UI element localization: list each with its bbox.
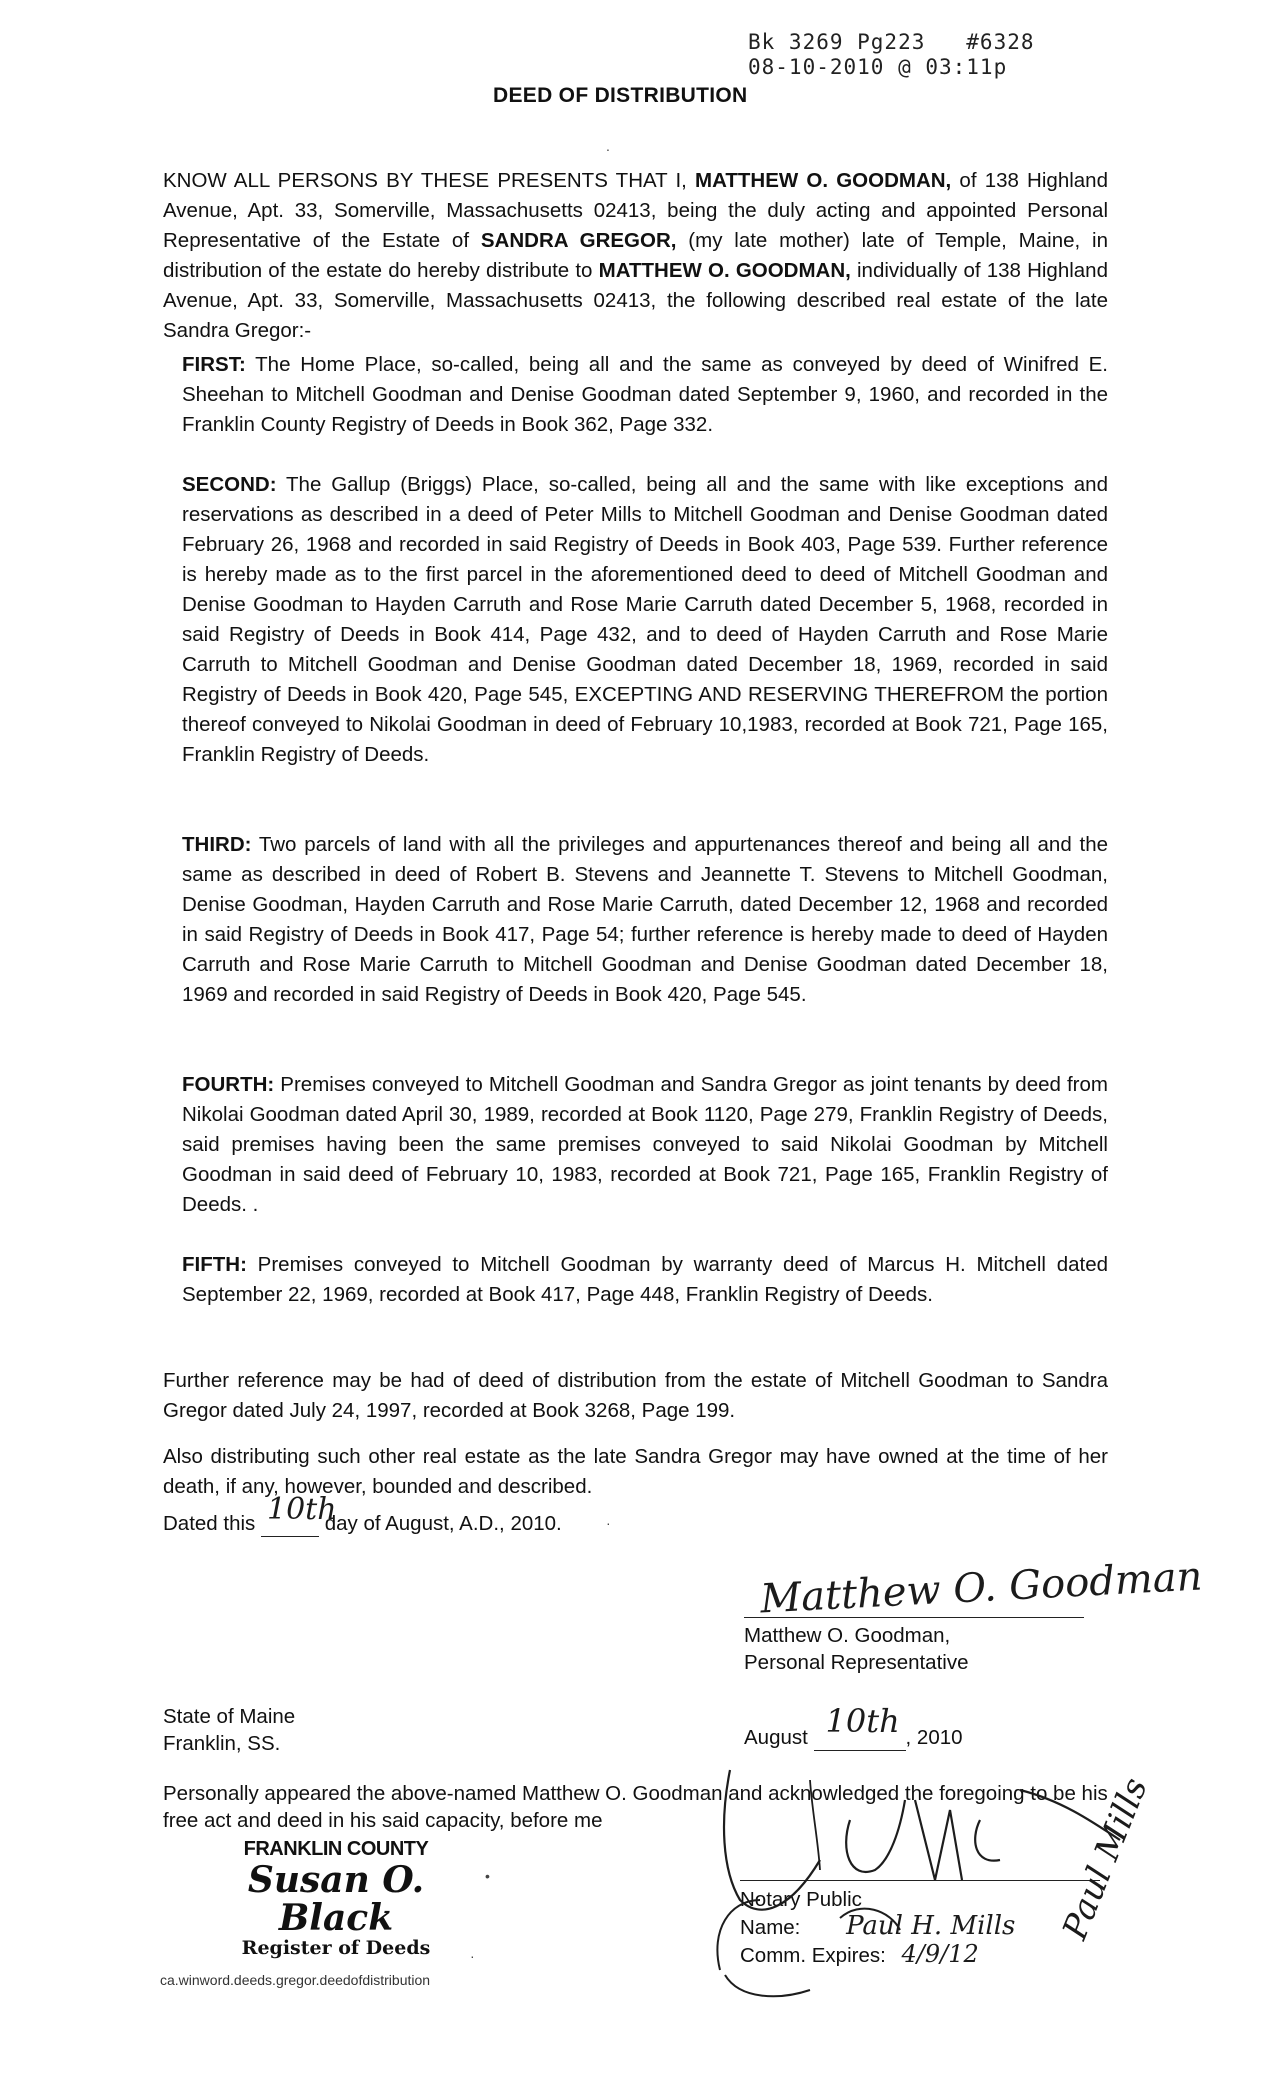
- notary-name-handwritten: Paul H. Mills: [846, 1911, 1016, 1941]
- parcel-fifth-lead: FIFTH:: [182, 1253, 247, 1276]
- acknowledgment-date: [744, 1702, 963, 1751]
- parcel-first-lead: FIRST:: [182, 353, 246, 376]
- stray-mark: ·: [470, 1948, 475, 1964]
- ack-month: August: [744, 1726, 814, 1749]
- notary-expires-label: Comm. Expires:: [740, 1944, 886, 1967]
- dated-suffix: day of August, A.D., 2010.: [319, 1512, 562, 1535]
- signature-line: [744, 1617, 1084, 1618]
- document-title: DEED OF DISTRIBUTION: [493, 84, 748, 107]
- stray-mark: •: [485, 1868, 490, 1884]
- parcel-third-lead: THIRD:: [182, 833, 252, 856]
- parcel-second: [182, 470, 1108, 770]
- stray-mark: .: [606, 138, 610, 154]
- registry-county: FRANKLIN COUNTY: [243, 1838, 429, 1860]
- registry-stamp: [196, 1838, 476, 1959]
- recording-stamp-book-page: Bk 3269 Pg223 #6328: [748, 30, 1035, 54]
- notary-signature-scrawl: [700, 1760, 1120, 2020]
- recording-stamp-datetime: 08-10-2010 @ 03:11p: [748, 55, 1008, 79]
- venue-state: State of Maine: [163, 1705, 296, 1728]
- recording-stamp: [748, 30, 1035, 80]
- parcel-first: [182, 350, 1108, 440]
- grantee-name: MATTHEW O. GOODMAN,: [598, 259, 851, 282]
- further-reference-paragraph: Further reference may be had of deed of distribution from the estate of Mitchell Goodman to Sandra Gregor dated July 24, 1997, recorded at Book 3268, Page 199.: [163, 1369, 1108, 1422]
- intro-text-3: (my late mother) late of Temple, Maine, in distribution of the estate do hereby distribute to: [163, 229, 1108, 282]
- parcel-second-lead: SECOND:: [182, 473, 277, 496]
- acknowledgment-text: Personally appeared the above-named Matthew O. Goodman and acknowledged the foregoing to be his free act and deed in his said capacity, before me: [163, 1782, 1108, 1832]
- signatory-block: [744, 1622, 969, 1676]
- dated-prefix: Dated this: [163, 1512, 261, 1535]
- representative-signature: Matthew O. Goodman: [759, 1553, 1204, 1623]
- ack-day-blank: [814, 1702, 906, 1751]
- notary-expires-handwritten: 4/9/12: [901, 1940, 979, 1968]
- grantor-name: MATTHEW O. GOODMAN,: [695, 169, 952, 192]
- also-distributing-paragraph: Also distributing such other real estate as the late Sandra Gregor may have owned at the time of her death, if any, however, bounded and described.: [163, 1445, 1108, 1498]
- parcel-fifth: [182, 1250, 1108, 1310]
- parcel-second-text: The Gallup (Briggs) Place, so-called, being all and the same with like exceptions and reservations as described in a deed of Peter Mills to Mitchell Goodman and Denise Goodman dated February 26, 1968 and recorded in said Registry of Deeds in Book 403, Page 539. Further reference is hereby made as to the first parcel in the aforementioned deed to deed of Mitchell Goodman and Denise Goodman to Hayden Carruth and Rose Marie Carruth dated December 5, 1968, recorded in said Registry of Deeds in Book 414, Page 432, and to deed of Hayden Carruth and Rose Marie Carruth to Mitchell Goodman and Denise Goodman dated December 18, 1969, recorded in said Registry of Deeds in Book 420, Page 545, EXCEPTING AND RESERVING THEREFROM the portion thereof conveyed to Nikolai Goodman in deed of February 10,1983, recorded at Book 721, Page 165, Franklin Registry of Deeds.: [182, 473, 1108, 766]
- venue-county: Franklin, SS.: [163, 1732, 281, 1755]
- parcel-first-text: The Home Place, so-called, being all and the same as conveyed by deed of Winifred E. Sheehan to Mitchell Goodman and Denise Goodman dated September 9, 1960, and recorded in the Franklin County Registry of Deeds in Book 362, Page 332.: [182, 353, 1108, 436]
- signatory-name: Matthew O. Goodman,: [744, 1624, 951, 1647]
- stray-mark: ·: [606, 1515, 611, 1531]
- parcel-fourth: [182, 1070, 1108, 1220]
- intro-paragraph: [163, 166, 1108, 346]
- dated-day-blank: [261, 1492, 337, 1537]
- venue-block: [163, 1703, 295, 1757]
- register-signature: Susan O. Black: [247, 1859, 425, 1939]
- notary-title: Notary Public: [740, 1888, 862, 1911]
- parcel-fourth-lead: FOURTH:: [182, 1073, 275, 1096]
- ack-year: , 2010: [905, 1726, 963, 1749]
- parcel-fourth-text: Premises conveyed to Mitchell Goodman and Sandra Gregor as joint tenants by deed from Nikolai Goodman dated April 30, 1989, recorded at Book 1120, Page 279, Franklin Registry of Deeds, said premises having been the same premises conveyed to said Nikolai Goodman by Mitchell Goodman in said deed of February 10, 1983, recorded at Book 721, Page 165, Franklin Registry of Deeds. .: [182, 1073, 1108, 1216]
- dated-line: [163, 1492, 562, 1537]
- intro-text-1: KNOW ALL PERSONS BY THESE PRESENTS THAT I,: [163, 169, 696, 192]
- decedent-name: SANDRA GREGOR,: [480, 229, 677, 252]
- parcel-third: [182, 830, 1108, 1010]
- register-title: Register of Deeds: [241, 1937, 431, 1959]
- margin-signature: Paul Mills: [1055, 1772, 1156, 1945]
- intro-text-2: of 138 Highland Avenue, Apt. 33, Somerville, Massachusetts 02413, being the duly acting and appointed Personal Representative of the Estate of: [163, 169, 1108, 252]
- signatory-role: Personal Representative: [744, 1651, 969, 1674]
- footer-filename: ca.winword.deeds.gregor.deedofdistribution: [160, 1972, 431, 1988]
- parcel-fifth-text: Premises conveyed to Mitchell Goodman by warranty deed of Marcus H. Mitchell dated September 22, 1969, recorded at Book 417, Page 448, Franklin Registry of Deeds.: [182, 1253, 1108, 1306]
- intro-text-4: individually of 138 Highland Avenue, Apt. 33, Somerville, Massachusetts 02413, the following described real estate of the late Sandra Gregor:-: [163, 259, 1108, 342]
- notary-name-label: Name:: [740, 1916, 801, 1939]
- parcel-third-text: Two parcels of land with all the privileges and appurtenances thereof and being all and the same as described in deed of Robert B. Stevens and Jeannette T. Stevens to Mitchell Goodman, Denise Goodman, Hayden Carruth and Rose Marie Carruth, dated December 12, 1968 and recorded in said Registry of Deeds in Book 417, Page 54; further reference is hereby made to deed of Hayden Carruth and Rose Marie Carruth to Mitchell Goodman and Denise Goodman dated December 18, 1969 and recorded in said Registry of Deeds in Book 420, Page 545.: [182, 833, 1108, 1006]
- dated-day-handwritten: 10th: [267, 1492, 337, 1527]
- ack-day-handwritten: 10th: [825, 1702, 900, 1740]
